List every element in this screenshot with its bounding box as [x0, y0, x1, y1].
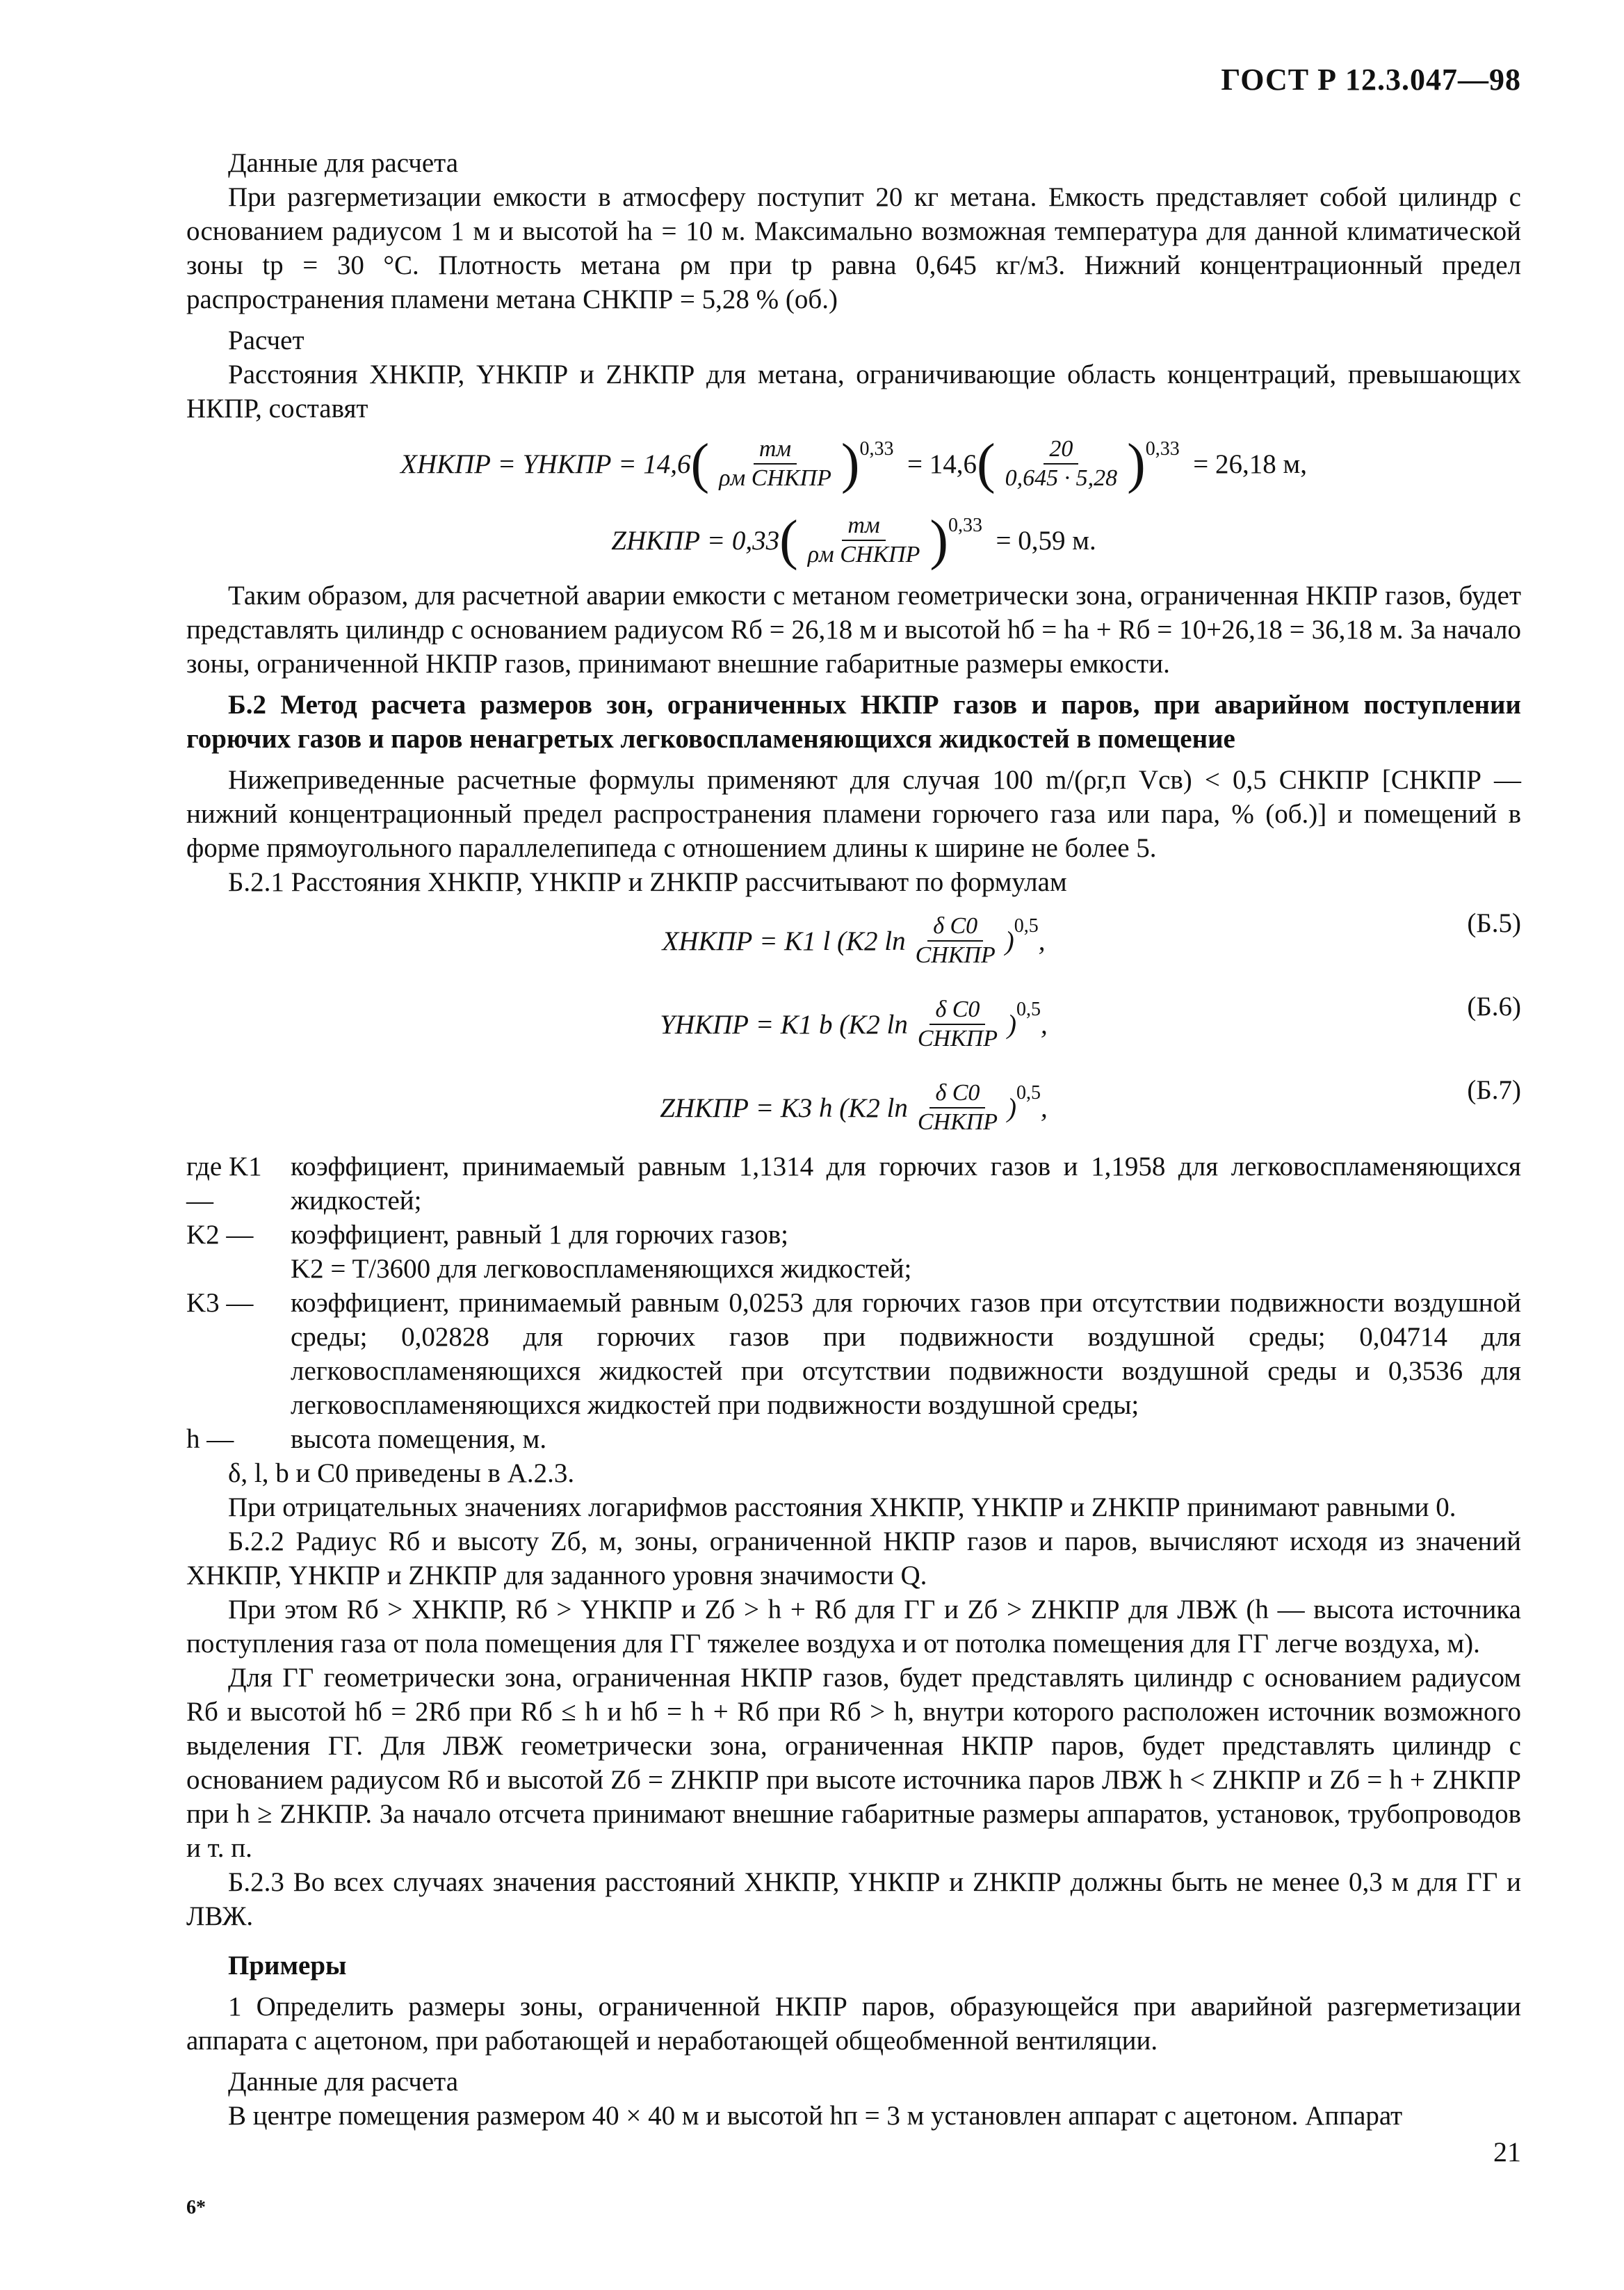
- formula-z-frac: [802, 512, 926, 569]
- example-data-heading: Данные для расчета: [228, 2067, 459, 2097]
- eq7-left: ZНКПР = K3 h (K2 ln: [660, 1092, 908, 1123]
- eq6-left: YНКПР = K1 b (K2 ln: [660, 1009, 908, 1040]
- eq6-frac: [912, 996, 1003, 1053]
- b23-paragraph: Б.2.3 Во всех случаях значения расстояний XНКПР, YНКПР и ZНКПР должны быть не менее 0,3 м для ГГ и ЛВЖ.: [186, 1867, 1521, 1931]
- eq7-frac: [912, 1079, 1003, 1136]
- equation-b7: ZНКПР = K3 h (K2 ln $\frac{\text{δ C0}}{\text{CНКПР}}$ ) $^{0,5}$ , (Б.7): [186, 1066, 1521, 1150]
- definition-text: высота помещения, м.: [291, 1424, 547, 1454]
- definition-text: коэффициент, принимаемый равным 1,1314 для горючих газов и 1,1958 для легковоспламеняющихся жидкостей;: [291, 1152, 1521, 1216]
- sheet-mark: 6*: [186, 2197, 206, 2218]
- definitions-list: [186, 1150, 1521, 1456]
- equation-b6: YНКПР = K1 b (K2 ln $\frac{\text{δ C0}}{\text{CНКПР}}$ ) $^{0,5}$ , (Б.6): [186, 983, 1521, 1066]
- formula-xy-exp2: 0,33: [1145, 437, 1180, 460]
- params-reference: δ, l, b и C0 приведены в А.2.3.: [228, 1458, 575, 1488]
- b22-conditions: При этом Rб > XНКПР, Rб > YНКПР и Zб > h + Rб для ГГ и Zб > ZНКПР для ЛВЖ (h — высота источника поступления газа от пола помещения для ГГ тяжелее воздуха и от потолка помещения для ГГ легче воздуха, м).: [186, 1595, 1521, 1659]
- definition-text: коэффициент, принимаемый равным 0,0253 для горючих газов при отсутствии подвижности воздушной среды; 0,02828 для горючих газов при подвижности воздушной среды; 0,04714 для легковоспламеняющихся жидкостей при отсутствии подвижности воздушной среды и 0,3536 для легковоспламеняющихся жидкостей при подвижности воздушной среды;: [291, 1288, 1521, 1420]
- formula-z-left: ZНКПР = 0,33: [611, 525, 780, 556]
- definition-label: где K1 —: [186, 1152, 262, 1216]
- eq5-num: δ C0: [927, 912, 983, 942]
- data-text: При разгерметизации емкости в атмосферу поступит 20 кг метана. Емкость представляет собой цилиндр с основанием радиусом 1 м и высотой hа = 10 м. Максимально возможная температура для данной климатической зоны tр = 30 °С. Плотность метана ρм при tр равна 0,645 кг/м3. Нижний концентрационный предел распространения пламени метана CНКПР = 5,28 % (об.): [186, 182, 1521, 314]
- b21-paragraph: Б.2.1 Расстояния XНКПР, YНКПР и ZНКПР рассчитывают по формулам: [228, 867, 1067, 897]
- formula-xy-exp1: 0,33: [859, 437, 894, 460]
- eq6-num: δ C0: [929, 996, 985, 1025]
- definition-text: K2 = T/3600 для легковоспламеняющихся жидкостей;: [291, 1254, 912, 1284]
- eq6-number: (Б.6): [1467, 992, 1521, 1022]
- formula-xy-frac2: [1000, 435, 1123, 492]
- page-content: [186, 146, 1521, 2133]
- formula-z: ZНКПР = 0,33 ( $\frac{mм}{\text{ρм CНКПР}}$ ) $^{0,33}$ = 0,59 м.: [186, 502, 1521, 579]
- eq7-den: CНКПР: [917, 1109, 998, 1135]
- formula-xy-mid: = 14,6: [907, 449, 977, 479]
- calc-text: Расстояния XНКПР, YНКПР и ZНКПР для метана, ограничивающие область концентраций, превышающих НКПР, составят: [186, 360, 1521, 424]
- example-1: 1 Определить размеры зоны, ограниченной НКПР паров, образующейся при аварийной разгерметизации аппарата с ацетоном, при работающей и неработающей общеобменной вентиляции.: [186, 1992, 1521, 2056]
- eq5-exp: 0,5: [1014, 914, 1039, 937]
- conclusion-paragraph: Таким образом, для расчетной аварии емкости с метаном геометрически зона, ограниченная НКПР газов, будет представлять цилиндр с основанием радиусом Rб = 26,18 м и высотой hб = hа + Rб = 10+26,18 = 36,18 м. За начало зоны, ограниченной НКПР газов, принимают внешние габаритные размеры емкости.: [186, 581, 1521, 679]
- definition-label: h —: [186, 1424, 234, 1454]
- eq5-left: XНКПР = K1 l (K2 ln: [662, 926, 906, 956]
- eq6-tail: ,: [1041, 1009, 1048, 1040]
- document-page: [186, 63, 1521, 2253]
- calc-heading: Расчет: [228, 325, 304, 355]
- definition-label: [186, 1252, 291, 1286]
- formula-xy-frac1: [713, 435, 837, 492]
- definition-item: [186, 1150, 1521, 1218]
- formula-z-exp: 0,33: [948, 514, 983, 536]
- frac1-den: ρм CНКПР: [719, 465, 831, 491]
- formula-xy: XНКПР = YНКПР = 14,6 ( $\frac{mм}{\text{ρм CНКПР}}$ ) $^{0,33}$ = 14,6 ( $\frac{20}{0,645 \cdot 5,28}$ ) $^{0,33}$ = 26,18 м,: [186, 426, 1521, 502]
- standard-code: ГОСТ Р 12.3.047—98: [1221, 63, 1521, 97]
- eq5-tail: ,: [1038, 926, 1046, 956]
- frac2-den: 0,645 · 5,28: [1005, 465, 1118, 491]
- definition-label: K2 —: [186, 1220, 254, 1250]
- formula-xy-left: XНКПР = YНКПР = 14,6: [400, 449, 691, 479]
- section-b2-title: Б.2 Метод расчета размеров зон, ограниченных НКПР газов и паров, при аварийном поступлении горючих газов и паров ненагретых легковоспламеняющихся жидкостей в помещение: [186, 690, 1521, 754]
- b22-paragraph: Б.2.2 Радиус Rб и высоту Zб, м, зоны, ограниченной НКПР газов и паров, вычисляют исходя из значений XНКПР, YНКПР и ZНКПР для заданного уровня значимости Q.: [186, 1526, 1521, 1590]
- formula-z-den: ρм CНКПР: [807, 542, 920, 567]
- eq5-den: CНКПР: [915, 942, 996, 968]
- page-number: 21: [1493, 2136, 1521, 2168]
- definition-item: [186, 1218, 1521, 1252]
- definition-label: K3 —: [186, 1288, 254, 1318]
- formula-z-result: = 0,59 м.: [996, 525, 1096, 556]
- definition-item: [186, 1422, 1521, 1456]
- formula-z-num: mм: [842, 512, 885, 541]
- negative-log-note: При отрицательных значениях логарифмов расстояния XНКПР, YНКПР и ZНКПР принимают равными 0.: [228, 1492, 1456, 1522]
- eq7-tail: ,: [1041, 1092, 1048, 1123]
- eq5-frac: [910, 912, 1001, 969]
- examples-heading: Примеры: [228, 1951, 347, 1981]
- definition-item: [186, 1252, 1521, 1286]
- b22-zone-geometry: Для ГГ геометрически зона, ограниченная НКПР газов, будет представлять цилиндр с основанием радиусом Rб и высотой hб = 2Rб при Rб ≤ h и hб = h + Rб при Rб > h, внутри которого расположен источник возможного выделения ГГ. Для ЛВЖ геометрически зона, ограниченная НКПР паров, будет представлять цилиндр с основанием радиусом Rб и высотой Zб = ZНКПР при высоте источника паров ЛВЖ h < ZНКПР и Zб = h + ZНКПР при h ≥ ZНКПР. За начало отсчета принимают внешние габаритные размеры аппаратов, установок, трубопроводов и т. п.: [186, 1663, 1521, 1863]
- eq5-number: (Б.5): [1467, 908, 1521, 938]
- definition-item: [186, 1286, 1521, 1422]
- eq6-exp: 0,5: [1016, 998, 1041, 1020]
- example-data-text: В центре помещения размером 40 × 40 м и высотой hп = 3 м установлен аппарат с ацетоном. Аппарат: [228, 2101, 1403, 2131]
- data-heading: Данные для расчета: [228, 148, 459, 178]
- eq6-den: CНКПР: [917, 1026, 998, 1051]
- formula-xy-result: = 26,18 м,: [1193, 449, 1307, 479]
- frac2-num: 20: [1044, 435, 1078, 465]
- section-b2-intro: Нижеприведенные расчетные формулы применяют для случая 100 m/(ρг,п Vсв) < 0,5 CНКПР [CНКПР — нижний концентрационный предел распространения пламени горючего газа или пара, % (об.)] и помещений в форме прямоугольного параллелепипеда с отношением длины к ширине не более 5.: [186, 765, 1521, 863]
- eq7-exp: 0,5: [1016, 1081, 1041, 1104]
- definition-text: коэффициент, равный 1 для горючих газов;: [291, 1220, 788, 1250]
- eq7-number: (Б.7): [1467, 1075, 1521, 1105]
- equation-b5: XНКПР = K1 l (K2 ln $\frac{\text{δ C0}}{\text{CНКПР}}$ ) $^{0,5}$ , (Б.5): [186, 899, 1521, 983]
- eq7-num: δ C0: [929, 1079, 985, 1108]
- frac1-num: mм: [754, 435, 797, 465]
